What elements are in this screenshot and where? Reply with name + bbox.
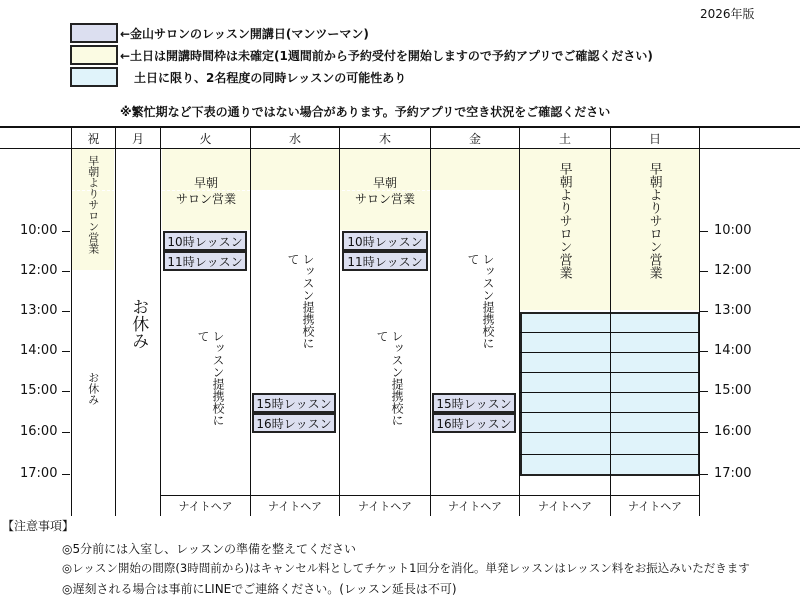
lesson-thu-11: 11時レッスン	[342, 251, 428, 271]
legend-text-weekend: ←土日は開講時間枠は未確定(1週間前から予約受付を開始しますので予約アプリでご確認ください)	[120, 49, 653, 63]
day-header-holiday: 祝	[87, 131, 100, 146]
note-item: ◎5分前には入室し、レッスンの準備を整えてください	[62, 542, 356, 556]
notes-title: 【注意事項】	[2, 519, 75, 533]
night-hair-fri: ナイトヘア	[448, 500, 502, 513]
sat-morning-text: 早朝よりサロン営業	[556, 162, 572, 279]
tue-partner-text: レッスン提携校にて	[196, 330, 225, 426]
monday-off-text: お休み	[128, 298, 149, 349]
lesson-fri-15: 15時レッスン	[432, 393, 516, 413]
time-label-left: 16:00	[20, 424, 58, 439]
night-hair-thu: ナイトヘア	[358, 500, 412, 513]
time-label-left: 12:00	[20, 263, 58, 278]
night-hair-sun: ナイトヘア	[628, 500, 682, 513]
lesson-wed-16: 16時レッスン	[252, 413, 336, 433]
fri-partner-text: レッスン提携校にて	[466, 253, 495, 349]
time-label-right: 17:00	[714, 466, 752, 481]
day-header-tue: 火	[199, 131, 212, 146]
time-label-left: 17:00	[20, 466, 58, 481]
note-item: ◎遅刻される場合は事前にLINEでご連絡ください。(レッスン延長は不可)	[62, 582, 457, 596]
day-header-mon: 月	[131, 131, 144, 146]
time-label-right: 10:00	[714, 223, 752, 238]
lesson-tue-10: 10時レッスン	[163, 231, 247, 251]
lesson-tue-11: 11時レッスン	[163, 251, 247, 271]
lesson-thu-10: 10時レッスン	[342, 231, 428, 251]
time-label-left: 13:00	[20, 303, 58, 318]
day-header-thu: 木	[378, 131, 391, 146]
time-label-right: 15:00	[714, 383, 752, 398]
night-hair-sat: ナイトヘア	[538, 500, 592, 513]
wed-morning-bg	[251, 148, 339, 190]
note-item: ◎レッスン開始の間際(3時間前から)はキャンセル料としてチケット1回分を消化。単発レッスンはレッスン料をお振込みいただきます	[62, 561, 750, 575]
night-hair-wed: ナイトヘア	[268, 500, 322, 513]
time-label-left: 14:00	[20, 343, 58, 358]
holiday-morning-text: 早朝よりサロン営業	[86, 155, 100, 254]
thu-partner-text: レッスン提携校にて	[375, 330, 404, 426]
legend-swatch-group	[70, 67, 118, 87]
sun-morning-text: 早朝よりサロン営業	[646, 162, 662, 279]
edition-year: 2026年版	[700, 7, 755, 21]
legend-text-lesson: ←金山サロンのレッスン開講日(マンツーマン)	[120, 27, 369, 41]
day-header-fri: 金	[468, 131, 481, 146]
time-label-right: 12:00	[714, 263, 752, 278]
fri-morning-bg	[431, 148, 519, 190]
lesson-fri-16: 16時レッスン	[432, 413, 516, 433]
schedule-notice: ※繁忙期など下表の通りではない場合があります。予約アプリで空き状況をご確認ください	[120, 105, 611, 119]
day-header-wed: 水	[288, 131, 301, 146]
time-label-right: 13:00	[714, 303, 752, 318]
holiday-off-text: お休み	[86, 372, 100, 405]
day-header-sun: 日	[648, 131, 661, 146]
wed-partner-text: レッスン提携校にて	[286, 253, 315, 349]
time-label-right: 14:00	[714, 343, 752, 358]
thu-morning-text: 早朝 サロン営業	[354, 176, 415, 206]
lesson-wed-15: 15時レッスン	[252, 393, 336, 413]
legend-swatch-lesson	[70, 23, 118, 43]
time-label-right: 16:00	[714, 424, 752, 439]
time-label-left: 10:00	[20, 223, 58, 238]
night-hair-tue: ナイトヘア	[178, 500, 233, 513]
legend-swatch-weekend	[70, 45, 118, 65]
legend-text-group: 土日に限り、2名程度の同時レッスンの可能性あり	[134, 71, 407, 85]
tue-morning-text: 早朝 サロン営業	[175, 176, 236, 206]
time-label-left: 15:00	[20, 383, 58, 398]
day-header-sat: 土	[558, 131, 571, 146]
